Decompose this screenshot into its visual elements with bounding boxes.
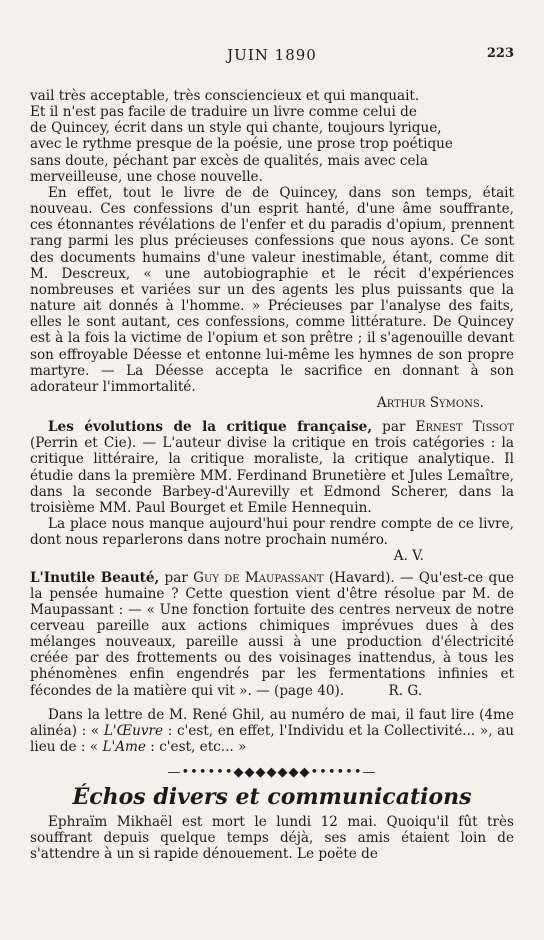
tissot-book-title: Les évolutions de la critique française, xyxy=(48,419,373,436)
tissot-review xyxy=(30,419,514,516)
symons-line-3: de Quincey, écrit dans un style qui chante, toujours lyrique, xyxy=(30,120,442,137)
symons-paragraph-2: En effet, tout le livre de de Quincey, dans son temps, était nouveau. Ces confessions d'un esprit hanté, d'une âme souffrante, ces étonnantes révélations de l'enfer et du paradis d'opium, prennent rang parmi les plus précieuses confessions que nous ayons. Ce sont des documents humains d'une valeur inestimable, étant, comme dit M. Descreux, « une autobiographie et le récit d'expériences nombreuses et variées sur un des agents les plus puissants que la nature ait donnés à l'homme. » Précieuses par l'analyse des faits, elles le sont autant, ces confessions, comme littérature. De Quincey est à la fois la victime de l'opium et son prêtre ; il s'agenouille devant son effroyable Déesse et entonne lui-même les hymnes de son propre martyre. — La Déesse accepta le sacrifice en donnant à son adorateur l'immortalité. xyxy=(30,184,514,395)
section-title: Échos divers et communications xyxy=(72,784,472,811)
erratum-post: : c'est, etc... » xyxy=(150,739,247,756)
erratum-oeuvre: L'Œuvre xyxy=(103,722,164,739)
page-number: 223 xyxy=(486,46,514,61)
symons-line-4: avec le rythme presque de la poésie, une prose trop poétique xyxy=(30,136,453,153)
maupassant-signature: R. G. xyxy=(388,682,423,699)
echos-paragraph: Ephraïm Mikhaël est mort le lundi 12 mai. Quoiqu'il fût très souffrant depuis quelque temps déjà, ses amis étaient loin de s'attendre à un si rapide dénouement. Le poëte de xyxy=(30,813,514,862)
symons-line-5: sans doute, péchant par excès de qualités, mais avec cela xyxy=(30,152,428,169)
symons-line-1: vail très acceptable, très consciencieux et qui manquait. xyxy=(30,88,420,104)
tissot-text: (Perrin et Cie). — L'auteur divise la critique en trois catégories : la critique littéraire, la critique moraliste, la critique analytique. Il étudie dans la première MM. Ferdinand Brunetière et Jules Lemaître, dans la seconde Barbey-d'Aurevilly et Edmond Scherer, dans la troisième MM. Paul Bourget et Emile Hennequin. xyxy=(30,435,514,516)
maupassant-author: Guy de Maupassant xyxy=(193,569,324,586)
maupassant-by: par xyxy=(164,569,188,586)
tissot-note: La place nous manque aujourd'hui pour rendre compte de ce livre, dont nous reparlerons dans notre prochain numéro. xyxy=(30,516,514,549)
ornamental-divider: —••••••◆◆◆◆◆◆◆••••••— xyxy=(167,765,377,781)
maupassant-book-title: L'Inutile Beauté, xyxy=(30,569,160,586)
tissot-by: par xyxy=(382,419,406,436)
erratum-pre: Dans la lettre de M. René Ghil, au numéro de mai, il faut lire (4me alinéa) : « xyxy=(30,706,514,739)
erratum-ame: L'Ame xyxy=(102,739,146,756)
maupassant-text: (Havard). — Qu'est-ce que la pensée humaine ? Cette question vient d'être résolue par M. de Maupassant : — « Une fonction fortuite des centres nerveux de notre cerveau pareille aux actions chimiques imprévues dues à des mélanges nouveaux, pareille aussi à une production d'électricité créée par des frottements ou des voisinages inattendus, à tous les phénomènes enfin engendrés par les fermentations infinies et fécondes de la matière qui vit ». — (page 40). xyxy=(30,569,514,699)
symons-line-2: Et il n'est pas facile de traduire un livre comme celui de xyxy=(30,104,417,121)
symons-line-6: merveilleuse, une chose nouvelle. xyxy=(30,168,263,185)
maupassant-review xyxy=(30,570,514,699)
running-header xyxy=(30,46,514,66)
symons-signature: Arthur Symons. xyxy=(376,394,484,411)
tissot-signature: A. V. xyxy=(393,548,424,565)
erratum-mid: : c'est, en effet, l'Individu et la Collectivité... », au lieu de : « xyxy=(30,722,515,756)
tissot-author: Ernest Tissot xyxy=(415,419,514,436)
issue-date: JUIN 1890 xyxy=(227,46,317,64)
erratum-note xyxy=(30,707,514,755)
page-body xyxy=(30,88,514,862)
